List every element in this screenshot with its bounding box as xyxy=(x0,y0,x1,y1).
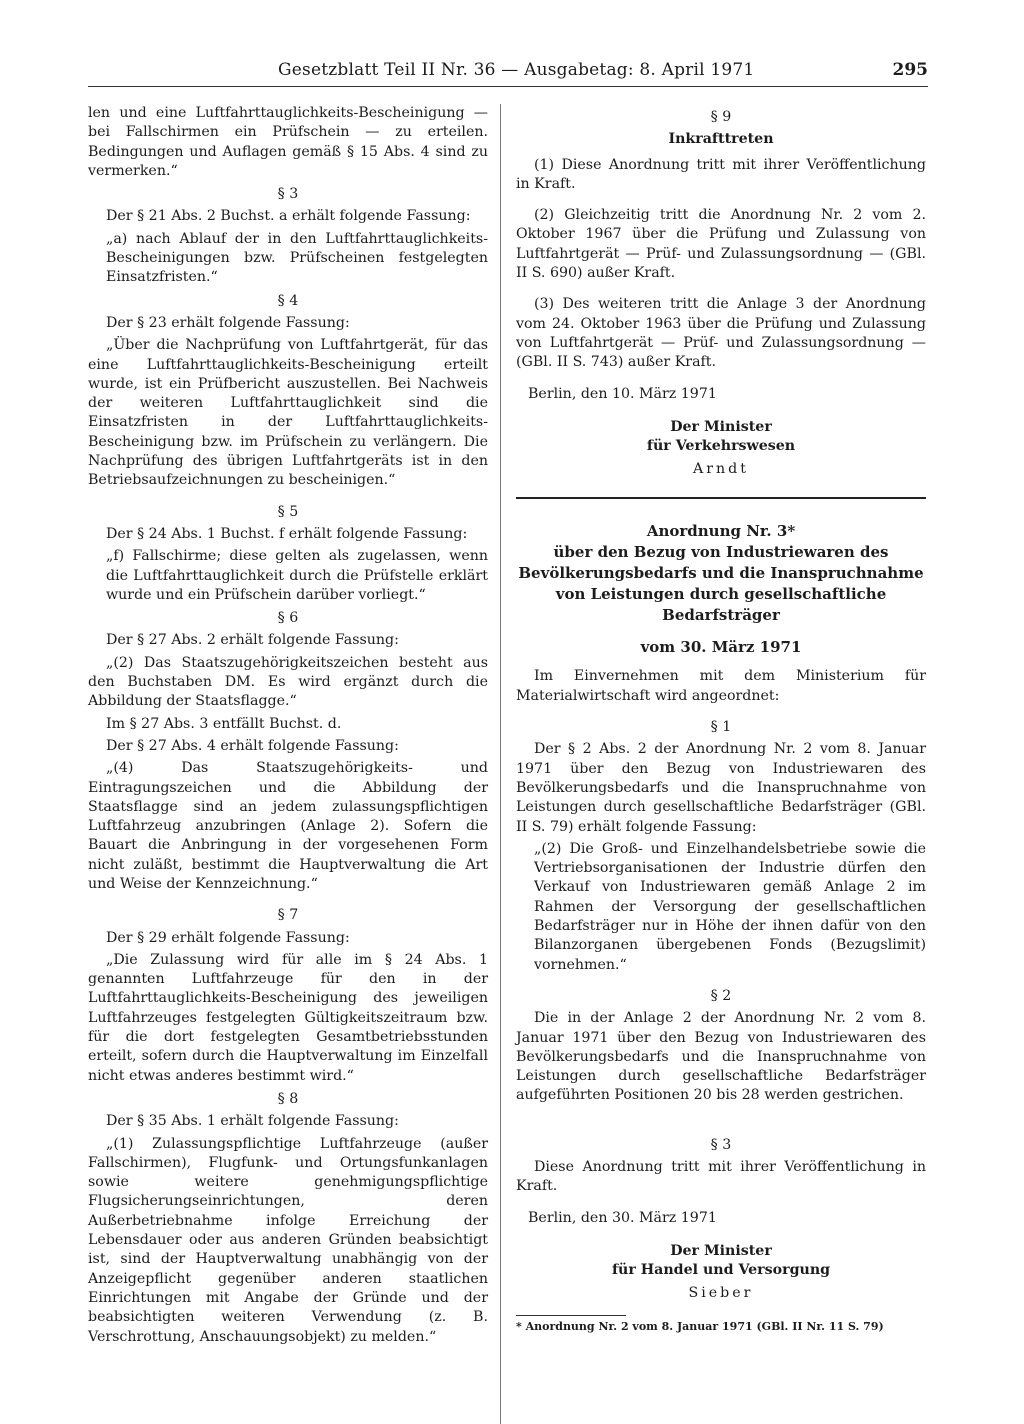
section-6-heading: § 6 xyxy=(277,610,299,627)
section-3-heading: § 3 xyxy=(277,186,299,203)
section-9-title: Inkrafttreten xyxy=(668,131,774,148)
section-6-intro-3: Der § 27 Abs. 4 erhält folgende Fassung: xyxy=(106,737,399,754)
ordinance-section-1-text: Der § 2 Abs. 2 der Anordnung Nr. 2 vom 8. Januar 1971 über den Bezug von Industriewaren des Bevölkerungsbedarfs und die Inanspruchnahme von Leistungen durch gesellschaftliche Bedarfsträger (GBl. II S. 79) erhält folgende Fassung: xyxy=(516,741,926,835)
ordinance-preamble: Im Einvernehmen mit dem Ministerium für Materialwirtschaft wird angeordnet: xyxy=(516,668,926,704)
section-9-paragraph-3: (3) Des weiteren tritt die Anlage 3 der Anordnung vom 24. Oktober 1963 über die Prüfung und Zulassung von Luftfahrtgerät — Prüf- und Zulassungsordnung — (GBl. II S. 743) außer Kraft. xyxy=(516,296,926,371)
ordinance-title-line-4: von Leistungen durch gesellschaftliche Bedarfsträger xyxy=(555,585,887,625)
page-number: 295 xyxy=(892,60,928,80)
signature-date-2: Berlin, den 30. März 1971 xyxy=(528,1209,717,1226)
section-7-heading: § 7 xyxy=(277,907,299,924)
section-9-paragraph-2: (2) Gleichzeitig tritt die Anordnung Nr. 2 vom 2. Oktober 1967 über die Prüfung und Zulassung von Luftfahrtgerät — Prüf- und Zulassungsordnung — (GBl. II S. 690) außer Kraft. xyxy=(516,207,926,282)
section-6-line-2: Im § 27 Abs. 3 entfällt Buchst. d. xyxy=(106,715,342,732)
section-3-quote: „a) nach Ablauf der in den Luftfahrttauglichkeits-Bescheinigungen bzw. Prüfscheinen festgelegten Einsatzfristen.“ xyxy=(106,230,488,286)
section-6-quote-3: „(4) Das Staatszugehörigkeits- und Eintragungszeichen und die Abbildung der Staatsflagge sind an jedem zulassungspflichtigen Luftfahrzeug anzubringen (Anlage 2). Sofern die Bauart die Anbringung in der vorgesehenen Form nicht zuläßt, bestimmt die Hauptverwaltung die Art und Weise der Kennzeichnung.“ xyxy=(88,760,488,892)
section-4-heading: § 4 xyxy=(277,292,299,309)
section-4-intro: Der § 23 erhält folgende Fassung: xyxy=(106,314,350,331)
signatory-title-1: Der Minister xyxy=(670,418,772,435)
section-4-quote: „Über die Nachprüfung von Luftfahrtgerät, für das eine Luftfahrttauglichkeits-Bescheinigung erteilt wurde, ist ein Prüfbericht auszustellen. Bei Nachweis der weiteren Luftfahrttauglichkeit sind die Einsatzfristen in der Luftfahrttauglichkeits-Bescheinigung bzw. im Prüfschein zu verlängern. Die Nachprüfung des übrigen Luftfahrtgeräts ist in den Betriebsaufzeichnungen zu bescheinigen.“ xyxy=(88,337,488,489)
section-7-quote: „Die Zulassung wird für alle im § 24 Abs. 1 genannten Luftfahrzeuge für den in der Luftfahrttauglichkeits-Bescheinigung des jeweiligen Luftfahrzeuges festgelegten Gültigkeitszeitraum bzw. für die dort festgelegten Gesamtbetriebsstunden erteilt, sofern durch die Hauptverwaltung im Einzelfall nicht etwas anderes bestimmt wird.“ xyxy=(88,951,488,1084)
header-rule xyxy=(88,86,928,87)
running-head: Gesetzblatt Teil II Nr. 36 — Ausgabetag: 8. April 1971 xyxy=(278,60,755,80)
section-3-intro: Der § 21 Abs. 2 Buchst. a erhält folgende Fassung: xyxy=(106,208,471,225)
signatory-ministry-2: für Handel und Versorgung xyxy=(611,1261,831,1278)
section-8-heading: § 8 xyxy=(277,1090,299,1107)
signature-date-1: Berlin, den 10. März 1971 xyxy=(528,385,717,402)
section-5-heading: § 5 xyxy=(277,503,299,520)
section-divider xyxy=(516,497,926,499)
ordinance-title-line-1: Anordnung Nr. 3* xyxy=(646,522,796,541)
ordinance-section-2-heading: § 2 xyxy=(710,987,732,1004)
footnote-rule xyxy=(516,1315,626,1316)
section-8-intro: Der § 35 Abs. 1 erhält folgende Fassung: xyxy=(106,1113,399,1130)
ordinance-section-3-heading: § 3 xyxy=(710,1136,732,1153)
left-column xyxy=(88,104,488,1350)
section-9-heading: § 9 xyxy=(710,109,732,125)
signatory-title-2: Der Minister xyxy=(670,1242,772,1259)
ordinance-section-1-heading: § 1 xyxy=(710,719,732,736)
section-9-paragraph-1: (1) Diese Anordnung tritt mit ihrer Veröffentlichung in Kraft. xyxy=(516,156,926,192)
ordinance-section-1-quote: „(2) Die Groß- und Einzelhandelsbetriebe sowie die Vertriebsorganisationen der Industrie dürfen den Verkauf von Industriewaren gemäß Anlage 2 im Rahmen der Versorgung der gesellschaftlichen Bedarfsträger nur in Höhe der ihnen dafür von den Bilanzorganen übergebenen Fonds (Bezugslimit) vornehmen.“ xyxy=(534,840,926,973)
ordinance-date: vom 30. März 1971 xyxy=(640,638,802,657)
section-7-intro: Der § 29 erhält folgende Fassung: xyxy=(106,929,350,946)
signatory-name-1: Arndt xyxy=(693,460,749,477)
ordinance-section-2-text: Die in der Anlage 2 der Anordnung Nr. 2 vom 8. Januar 1971 über den Bezug von Industriewaren des Bevölkerungsbedarfs und die Inanspruchnahme von Leistungen durch gesellschaftliche Bedarfsträger aufgeführten Positionen 20 bis 28 werden gestrichen. xyxy=(516,1010,926,1104)
section-6-intro-1: Der § 27 Abs. 2 erhält folgende Fassung: xyxy=(106,632,399,649)
section-5-intro: Der § 24 Abs. 1 Buchst. f erhält folgende Fassung: xyxy=(106,525,468,542)
signatory-ministry-1: für Verkehrswesen xyxy=(646,437,796,454)
ordinance-section-3-text: Diese Anordnung tritt mit ihrer Veröffentlichung in Kraft. xyxy=(516,1158,926,1195)
right-column xyxy=(516,104,926,1334)
continued-paragraph: len und eine Luftfahrttauglichkeits-Bescheinigung — bei Fallschirmen ein Prüfschein — zu erteilen. Bedingungen und Auflagen gemäß § 15 Abs. 4 sind zu vermerken.“ xyxy=(88,105,488,179)
section-6-quote-1: „(2) Das Staatszugehörigkeitszeichen besteht aus den Buchstaben DM. Es wird ergänzt durch die Abbildung der Staatsflagge.“ xyxy=(88,654,488,710)
section-5-quote: „f) Fallschirme; diese gelten als zugelassen, wenn die Luftfahrttauglichkeit durch die Prüfstelle erklärt wurde und ein Prüfschein darüber vorliegt.“ xyxy=(106,548,488,603)
section-8-quote: „(1) Zulassungspflichtige Luftfahrzeuge (außer Fallschirmen), Flugfunk- und Ortungsfunkanlagen sowie weitere genehmigungspflichtige Flugsicherungseinrichtungen, deren Außerbetriebnahme infolge Erreichung der Lebensdauer oder aus anderen Gründen beabsichtigt ist, sind der Hauptverwaltung unabhängig von der Anzeigepflicht gegenüber anderen staatlichen Einrichtungen mit Angabe der Gründe und der beabsichtigten weiteren Verwendung (z. B. Verschrottung, Anschauungsobjekt) zu melden.“ xyxy=(88,1135,488,1345)
page-header xyxy=(88,58,928,90)
footnote: * Anordnung Nr. 2 vom 8. Januar 1971 (GBl. II Nr. 11 S. 79) xyxy=(516,1320,884,1334)
ordinance-title-line-2: über den Bezug von Industriewaren des xyxy=(553,543,889,562)
signatory-name-2: Sieber xyxy=(688,1284,754,1301)
ordinance-title-line-3: Bevölkerungsbedarfs und die Inanspruchnahme xyxy=(518,564,924,583)
column-divider xyxy=(500,104,501,1424)
